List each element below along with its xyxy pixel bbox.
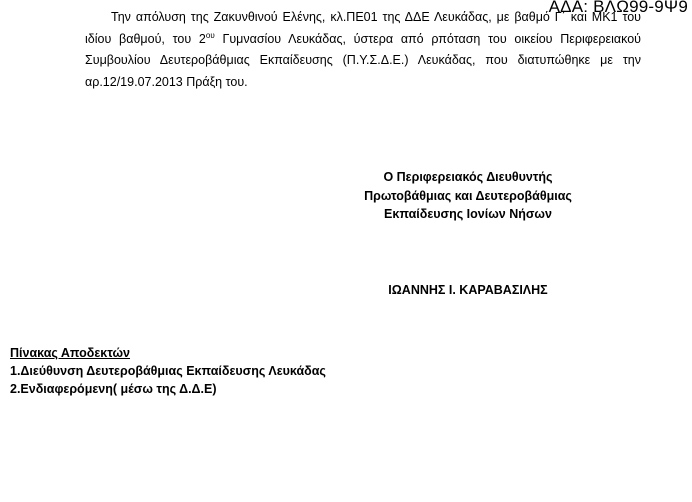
recipients-list [10,344,326,398]
signatory-block [350,168,586,224]
recipients-title: Πίνακας Αποδεκτών [10,346,130,360]
paragraph-part-1: Την απόλυση της Ζακυνθινού Ελένης, κλ.ΠΕ01 της ΔΔΕ Λευκάδας, με βαθμό Γ΄ και ΜΚ1 του ιδίου βαθμού, του 2 [85,10,641,46]
decision-paragraph [85,7,641,93]
recipient-item-2: 2.Ενδιαφερόμενη( μέσω της Δ.Δ.Ε) [10,382,217,396]
ordinal-superscript: ου [205,30,215,40]
paragraph-part-2: Γυμνασίου Λευκάδας, ύστερα από ρπόταση του οικείου Περιφερειακού Συμβουλίου Δευτεροβάθμιας Εκπαίδευσης (Π.Υ.Σ.Δ.Ε.) Λευκάδας, που διατυπώθηκε με την αρ.12/19.07.2013 Πράξη του. [85,31,641,89]
signatory-title-line-3: Εκπαίδευσης Ιονίων Νήσων [384,207,552,221]
signer-name: ΙΩΑΝΝΗΣ Ι. ΚΑΡΑΒΑΣΙΛΗΣ [388,283,548,297]
signatory-title-line-1: Ο Περιφερειακός Διευθυντής [383,170,553,184]
recipient-item-1: 1.Διεύθυνση Δευτεροβάθμιας Εκπαίδευσης Λευκάδας [10,364,326,378]
signatory-title-line-2: Πρωτοβάθμιας και Δευτεροβάθμιας [364,188,572,203]
ada-code: ΑΔΑ: ΒΛΩ99-9Ψ9 [548,0,688,16]
